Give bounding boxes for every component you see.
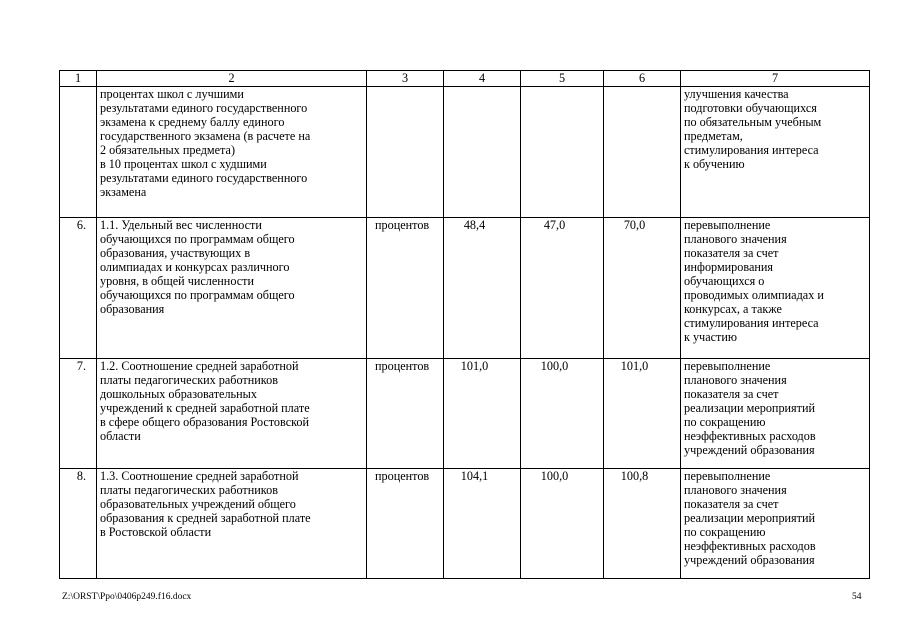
unit-cell — [367, 87, 444, 218]
table-row — [60, 218, 870, 359]
value-cell — [444, 87, 521, 218]
column-header: 4 — [444, 71, 521, 87]
value-cell — [604, 87, 681, 218]
column-header: 2 — [97, 71, 367, 87]
unit-cell: процентов — [367, 359, 444, 469]
row-number: 7. — [60, 359, 97, 469]
note-cell: перевыполнение планового значения показателя за счет реализации мероприятий по сокращению неэффективных расходов учреждений образования — [681, 469, 870, 579]
row-number — [60, 87, 97, 218]
column-header: 3 — [367, 71, 444, 87]
unit-cell: процентов — [367, 469, 444, 579]
value-cell: 104,1 — [444, 469, 521, 579]
value-cell: 100,8 — [604, 469, 681, 579]
table-row — [60, 87, 870, 218]
note-cell: улучшения качества подготовки обучающихся по обязательным учебным предметам, стимулирования интереса к обучению — [681, 87, 870, 218]
column-header: 7 — [681, 71, 870, 87]
indicator-name: 1.1. Удельный вес численности обучающихся по программам общего образования, участвующих в олимпиадах и конкурсах различного уровня, в общей численности обучающихся по программам общего образования — [97, 218, 367, 359]
value-cell: 101,0 — [444, 359, 521, 469]
footer-file-path: Z:\ORST\Ppo\0406p249.f16.docx — [62, 592, 192, 602]
column-header: 1 — [60, 71, 97, 87]
column-header: 6 — [604, 71, 681, 87]
column-header: 5 — [521, 71, 604, 87]
value-cell: 47,0 — [521, 218, 604, 359]
value-cell: 100,0 — [521, 359, 604, 469]
unit-cell: процентов — [367, 218, 444, 359]
page-number: 54 — [852, 592, 862, 602]
value-cell: 100,0 — [521, 469, 604, 579]
note-cell: перевыполнение планового значения показателя за счет реализации мероприятий по сокращению неэффективных расходов учреждений образования — [681, 359, 870, 469]
table-row — [60, 359, 870, 469]
table-row — [60, 469, 870, 579]
column-number-row — [60, 71, 870, 87]
value-cell: 48,4 — [444, 218, 521, 359]
row-number: 6. — [60, 218, 97, 359]
indicator-name: 1.3. Соотношение средней заработной платы педагогических работников образовательных учреждений общего образования к средней заработной плате в Ростовской области — [97, 469, 367, 579]
indicator-name: 1.2. Соотношение средней заработной платы педагогических работников дошкольных образовательных учреждений к средней заработной плате в сфере общего образования Ростовской области — [97, 359, 367, 469]
value-cell: 101,0 — [604, 359, 681, 469]
row-number: 8. — [60, 469, 97, 579]
indicator-table — [59, 70, 870, 579]
note-cell: перевыполнение планового значения показателя за счет информирования обучающихся о проводимых олимпиадах и конкурсах, а также стимулирования интереса к участию — [681, 218, 870, 359]
value-cell — [521, 87, 604, 218]
value-cell: 70,0 — [604, 218, 681, 359]
indicator-name: процентах школ с лучшими результатами единого государственного экзамена к среднему баллу единого государственного экзамена (в расчете на 2 обязательных предмета) в 10 процентах школ с худшими результатами единого государственного экзамена — [97, 87, 367, 218]
